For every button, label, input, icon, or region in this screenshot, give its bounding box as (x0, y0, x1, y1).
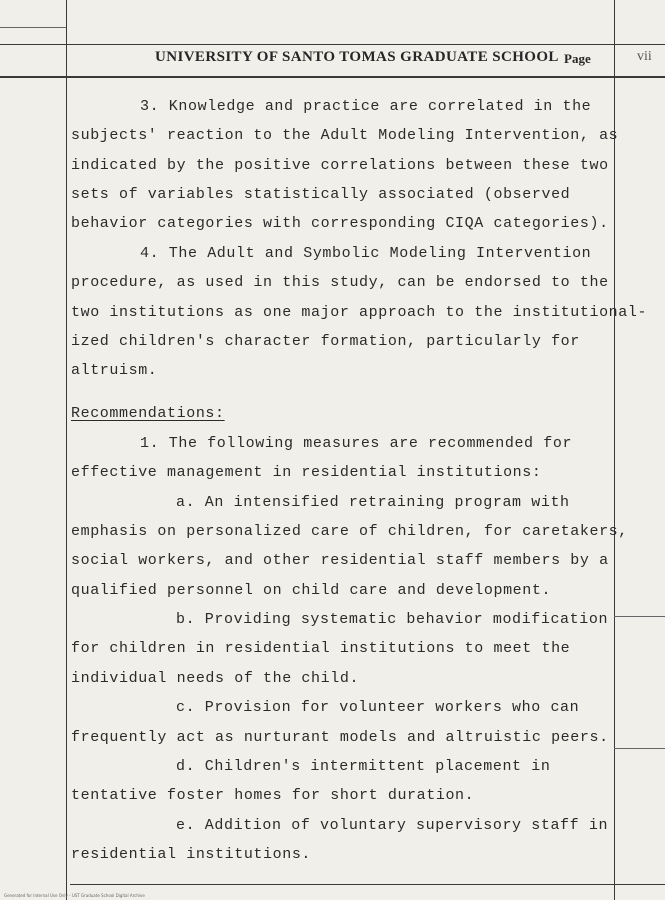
text-line: for children in residential institutions to meet the (71, 640, 571, 657)
text-line: sets of variables statistically associated (observed (71, 186, 571, 203)
archive-footer-note: Generated for Internal Use Only - UST Graduate School Digital Archive (4, 893, 145, 898)
section-heading: Recommendations: (71, 405, 225, 422)
text-line: emphasis on personalized care of children, for caretakers, (71, 523, 628, 540)
text-line: c. Provision for volunteer workers who can (176, 699, 580, 716)
text-line: altruism. (71, 362, 158, 379)
text-line: 3. Knowledge and practice are correlated in the (140, 98, 592, 115)
text-line: qualified personnel on child care and development. (71, 582, 552, 599)
text-line: tentative foster homes for short duration. (71, 787, 475, 804)
top-rule (0, 44, 665, 45)
header-rule (0, 76, 665, 78)
text-line: social workers, and other residential staff members by a (71, 552, 609, 569)
text-line: ized children's character formation, particularly for (71, 333, 580, 350)
text-line: e. Addition of voluntary supervisory staff in (176, 817, 609, 834)
text-line: b. Providing systematic behavior modification (176, 611, 609, 628)
text-line: effective management in residential institutions: (71, 464, 542, 481)
right-tab-1 (614, 616, 665, 617)
page-number: vii (637, 49, 652, 64)
bottom-rule (70, 884, 665, 885)
text-line: a. An intensified retraining program with (176, 494, 570, 511)
text-line: behavior categories with corresponding CIQA categories). (71, 215, 609, 232)
text-line: frequently act as nurturant models and altruistic peers. (71, 729, 609, 746)
text-line: indicated by the positive correlations between these two (71, 157, 609, 174)
text-line: two institutions as one major approach to the institutional- (71, 304, 648, 321)
text-line: residential institutions. (71, 846, 312, 863)
text-line: 1. The following measures are recommended for (140, 435, 573, 452)
text-line: d. Children's intermittent placement in (176, 758, 551, 775)
text-line: 4. The Adult and Symbolic Modeling Intervention (140, 245, 592, 262)
right-tab-2 (614, 748, 665, 749)
left-margin-line (66, 0, 67, 900)
page-title: UNIVERSITY OF SANTO TOMAS GRADUATE SCHOOL (155, 49, 559, 65)
text-line: procedure, as used in this study, can be endorsed to the (71, 274, 609, 291)
left-tab-top (0, 27, 66, 28)
page-label: Page (564, 51, 591, 66)
text-line: subjects' reaction to the Adult Modeling Intervention, as (71, 127, 619, 144)
text-line: individual needs of the child. (71, 670, 360, 687)
